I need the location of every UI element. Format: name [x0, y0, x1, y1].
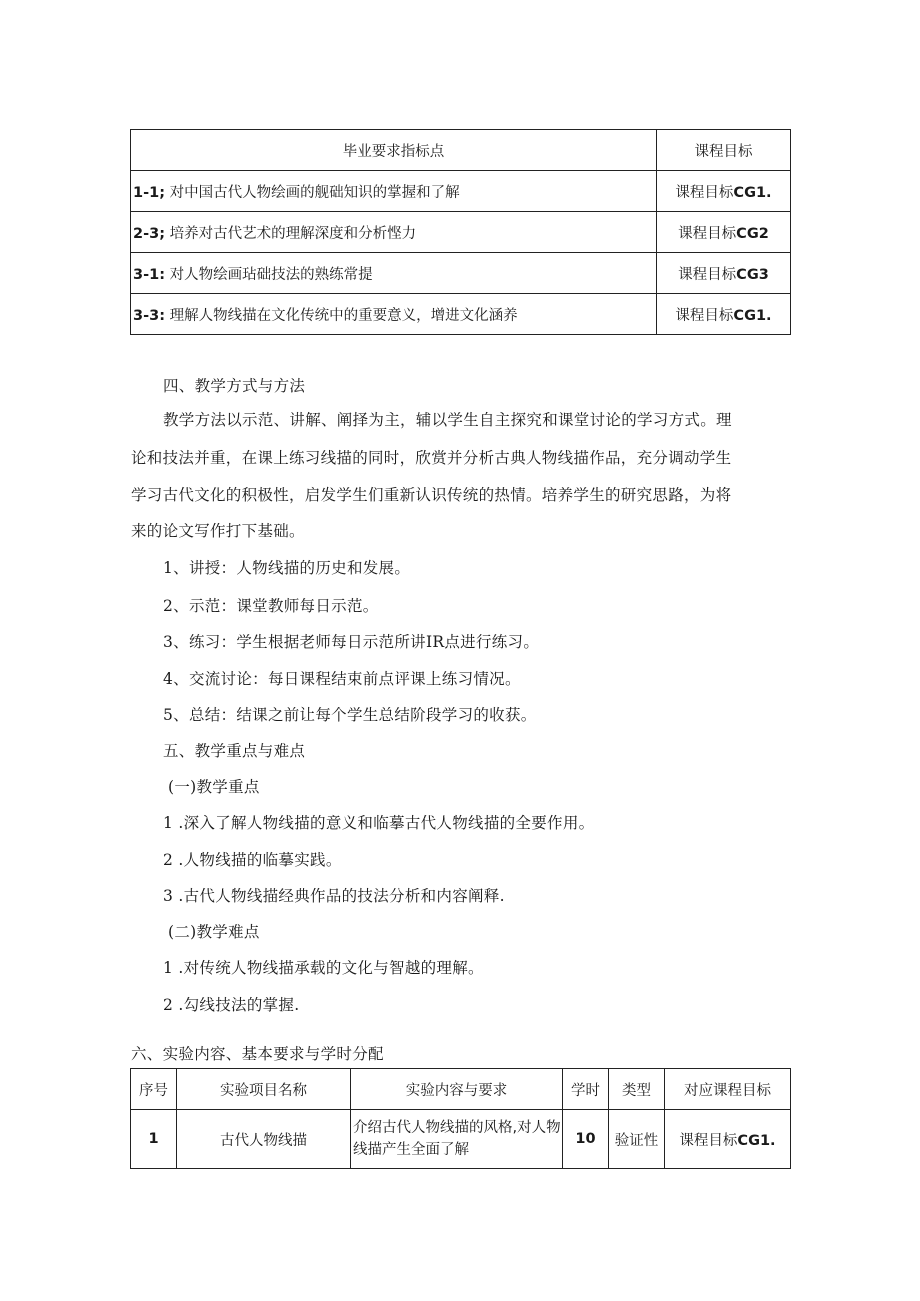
section6-heading: 六、实验内容、基本要求与学时分配 — [131, 1045, 384, 1063]
paragraph-line: 教学方法以示范、讲解、阐择为主，辅以学生自主探究和课堂讨论的学习方式。理 — [163, 411, 732, 429]
goal-label: 课程目标 — [678, 225, 737, 242]
experiment-table — [130, 1068, 791, 1169]
goal-code: CG1. — [733, 307, 772, 324]
goal-cell — [657, 294, 791, 335]
cell-hours: 10 — [563, 1110, 609, 1169]
requirement-code: 3-1: — [133, 266, 165, 283]
goal-label: 课程目标 — [678, 266, 737, 283]
subheading-key-points: (一)教学重点 — [168, 778, 260, 796]
paragraph-line: 来的论文写作打下基础。 — [131, 522, 305, 540]
goal-code: CG3 — [736, 266, 769, 283]
graduation-requirements-table — [130, 129, 791, 335]
paragraph-line: 论和技法并重，在课上练习线描的同时，欣赏并分析古典人物线描作品，充分调动学生 — [131, 449, 732, 467]
header-no: 序号 — [131, 1069, 177, 1110]
requirement-code: 2-3; — [133, 225, 165, 242]
table-row — [131, 212, 791, 253]
list-item: 3 .古代人物线描经典作品的技法分析和内容阐释. — [163, 887, 505, 905]
requirement-text: 培养对古代艺术的理解深度和分析悭力 — [169, 225, 417, 242]
goal-label: 课程目标 — [675, 307, 734, 324]
goal-cell — [657, 212, 791, 253]
requirement-code: 1-1; — [133, 184, 165, 201]
table-header-row — [131, 1069, 791, 1110]
requirement-text: 对人物绘画玷础技法的熟练常提 — [169, 266, 373, 283]
table-row — [131, 294, 791, 335]
subheading-difficulties: (二)教学难点 — [168, 923, 260, 941]
header-course-goal: 对应课程目标 — [665, 1069, 791, 1110]
header-course-goal: 课程目标 — [657, 130, 791, 171]
table-row — [131, 1110, 791, 1169]
cell-goal — [665, 1110, 791, 1169]
cell-project-name: 古代人物线描 — [177, 1110, 351, 1169]
header-content: 实验内容与要求 — [351, 1069, 563, 1110]
goal-cell — [657, 171, 791, 212]
list-item: 2、示范：课堂教师每日示范。 — [163, 597, 379, 615]
table-row — [131, 253, 791, 294]
cell-type: 验证性 — [609, 1110, 665, 1169]
cell-no: 1 — [131, 1110, 177, 1169]
header-hours: 学时 — [563, 1069, 609, 1110]
goal-code: CG1. — [737, 1132, 776, 1149]
requirement-cell — [131, 171, 657, 212]
requirement-cell — [131, 253, 657, 294]
goal-cell — [657, 253, 791, 294]
header-requirement: 毕业要求指标点 — [131, 130, 657, 171]
cell-content: 介绍古代人物线描的风格,对人物线描产生全面了解 — [351, 1110, 563, 1169]
table-header-row — [131, 130, 791, 171]
section5-heading: 五、教学重点与难点 — [163, 742, 306, 760]
header-project-name: 实验项目名称 — [177, 1069, 351, 1110]
list-item: 1、讲授：人物线描的历史和发展。 — [163, 559, 411, 577]
list-item: 2 .人物线描的临摹实践。 — [163, 851, 342, 869]
requirement-cell — [131, 212, 657, 253]
list-item: 4、交流讨论：每日课程结束前点评课上练习情况。 — [163, 670, 521, 688]
goal-label: 课程目标 — [675, 184, 734, 201]
list-item: 1 .对传统人物线描承载的文化与智越的理解。 — [163, 959, 484, 977]
requirement-text: 理解人物线描在文化传统中的重要意义，增进文化涵养 — [169, 307, 518, 324]
list-item: 5、总结：结课之前让每个学生总结阶段学习的收获。 — [163, 706, 537, 724]
section4-heading: 四、教学方式与方法 — [163, 377, 306, 395]
requirement-cell — [131, 294, 657, 335]
goal-label: 课程目标 — [679, 1132, 738, 1149]
list-item: 1 .深入了解人物线描的意义和临摹古代人物线描的全要作用。 — [163, 814, 595, 832]
table-row — [131, 171, 791, 212]
goal-code: CG2 — [736, 225, 769, 242]
list-item: 3、练习：学生根据老师每日示范所讲IR点进行练习。 — [163, 633, 540, 651]
list-item: 2 .勾线技法的掌握. — [163, 996, 300, 1014]
header-type: 类型 — [609, 1069, 665, 1110]
goal-code: CG1. — [733, 184, 772, 201]
paragraph-line: 学习古代文化的积极性，启发学生们重新认识传统的热情。培养学生的研究思路，为将 — [131, 486, 732, 504]
requirement-text: 对中国古代人物绘画的舰础知识的掌握和了解 — [169, 184, 460, 201]
requirement-code: 3-3: — [133, 307, 165, 324]
